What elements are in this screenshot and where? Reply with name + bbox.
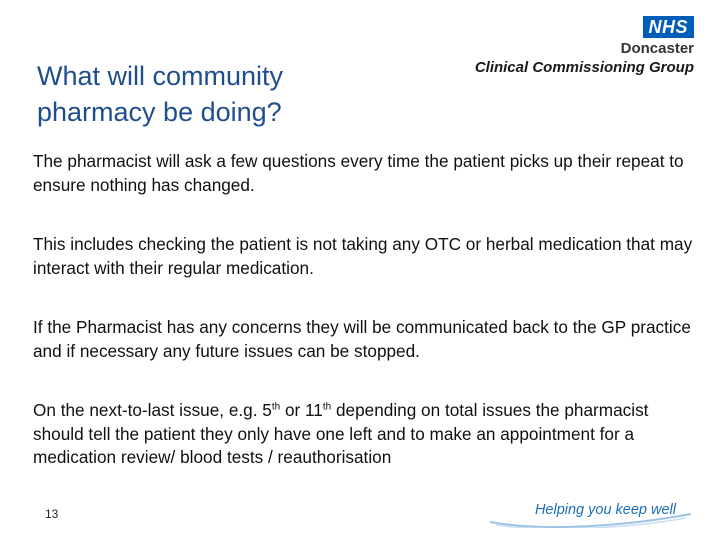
paragraph-otc-check: This includes checking the patient is not taking any OTC or herbal medication that may interact with their regular medication. bbox=[33, 234, 693, 278]
logo-line-doncaster: Doncaster bbox=[620, 40, 694, 57]
tagline-logo bbox=[486, 492, 696, 528]
text-segment: or 11 bbox=[280, 400, 323, 420]
superscript: th bbox=[322, 401, 332, 413]
nhs-doncaster-ccg-logo bbox=[454, 16, 694, 78]
slide-body bbox=[33, 150, 698, 506]
paragraph-questions: The pharmacist will ask a few questions every time the patient picks up their repeat to ensure nothing has changed. bbox=[33, 151, 684, 195]
tagline-text: Helping you keep well bbox=[534, 502, 676, 518]
nhs-badge: NHS bbox=[643, 16, 694, 38]
superscript: th bbox=[271, 401, 281, 413]
page-number: 13 bbox=[45, 507, 59, 521]
text-segment: depending on total issues the pharmacist should tell the patient they only have one left and to make an appointment for a medication review/ blood tests / reauthorisation bbox=[33, 400, 649, 467]
paragraph-concerns: If the Pharmacist has any concerns they will be communicated back to the GP practice and if necessary any future issues can be stopped. bbox=[33, 317, 691, 361]
slide-title: What will community pharmacy be doing? bbox=[37, 61, 284, 127]
paragraph-next-to-last bbox=[33, 399, 698, 470]
text-segment: On the next-to-last issue, e.g. 5 bbox=[33, 400, 272, 420]
logo-line-ccg: Clinical Commissioning Group bbox=[474, 59, 694, 76]
